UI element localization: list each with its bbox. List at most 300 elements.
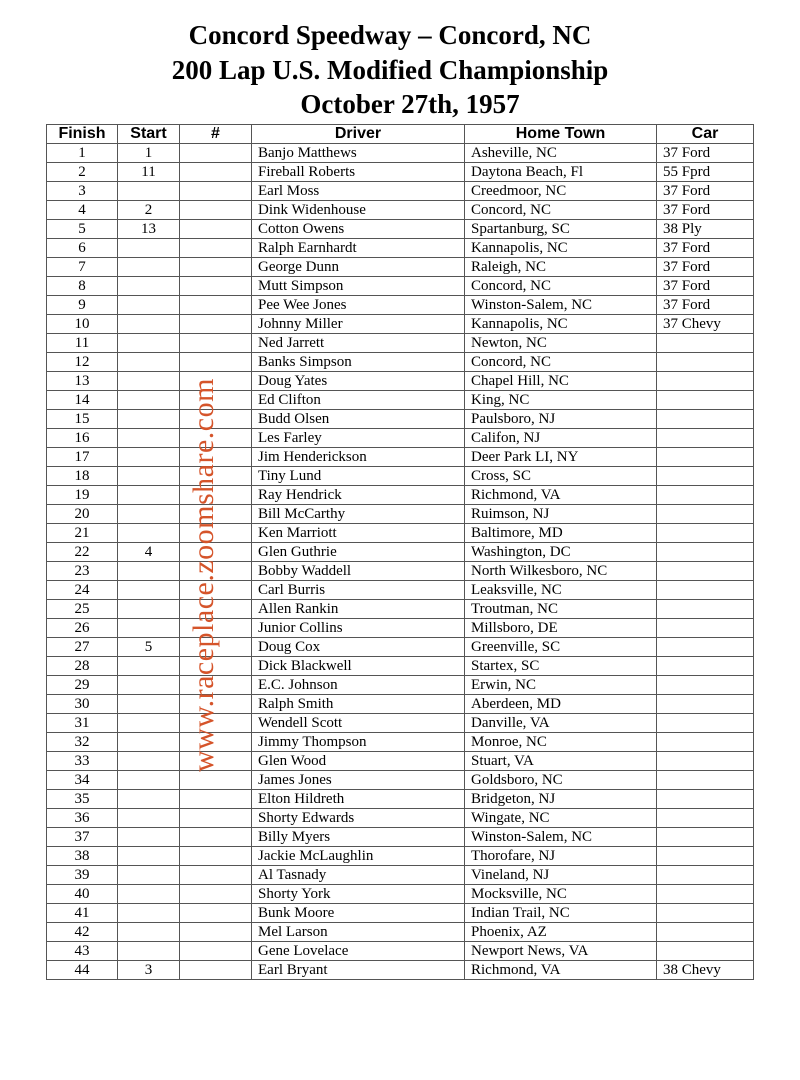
header-car: Car [657,125,754,144]
cell-start [118,277,180,296]
cell-driver: James Jones [252,771,465,790]
cell-home-town: Erwin, NC [465,676,657,695]
cell-finish: 39 [47,866,118,885]
cell-car: 55 Fprd [657,163,754,182]
cell-finish: 30 [47,695,118,714]
cell-car [657,600,754,619]
cell-start: 4 [118,543,180,562]
cell-finish: 12 [47,353,118,372]
table-row [47,296,754,315]
cell-car [657,524,754,543]
cell-car [657,353,754,372]
cell-home-town: Washington, DC [465,543,657,562]
cell-home-town: Deer Park LI, NY [465,448,657,467]
cell-home-town: Startex, SC [465,657,657,676]
cell-car [657,410,754,429]
cell-finish: 16 [47,429,118,448]
cell-home-town: Baltimore, MD [465,524,657,543]
cell-finish: 37 [47,828,118,847]
cell-home-town: Spartanburg, SC [465,220,657,239]
header-number: # [180,125,252,144]
cell-driver: Wendell Scott [252,714,465,733]
cell-driver: Earl Moss [252,182,465,201]
cell-number [180,923,252,942]
cell-home-town: Asheville, NC [465,144,657,163]
table-row [47,638,754,657]
cell-driver: Elton Hildreth [252,790,465,809]
header-start: Start [118,125,180,144]
cell-start [118,790,180,809]
cell-number [180,334,252,353]
cell-finish: 31 [47,714,118,733]
cell-home-town: Troutman, NC [465,600,657,619]
cell-home-town: Concord, NC [465,277,657,296]
table-row [47,771,754,790]
cell-start [118,296,180,315]
table-row [47,410,754,429]
cell-home-town: Mocksville, NC [465,885,657,904]
cell-home-town: Paulsboro, NJ [465,410,657,429]
cell-start [118,372,180,391]
cell-driver: Al Tasnady [252,866,465,885]
cell-driver: Shorty Edwards [252,809,465,828]
cell-finish: 41 [47,904,118,923]
cell-start [118,828,180,847]
cell-driver: Mel Larson [252,923,465,942]
cell-car [657,372,754,391]
cell-finish: 19 [47,486,118,505]
cell-driver: Allen Rankin [252,600,465,619]
cell-car [657,790,754,809]
cell-car [657,771,754,790]
table-header-row [47,125,754,144]
header-home-town: Home Town [465,125,657,144]
cell-car [657,733,754,752]
cell-number [180,220,252,239]
cell-start [118,334,180,353]
cell-number [180,201,252,220]
cell-home-town: Leaksville, NC [465,581,657,600]
cell-driver: Shorty York [252,885,465,904]
cell-car [657,866,754,885]
table-body [47,144,754,980]
cell-finish: 38 [47,847,118,866]
cell-finish: 2 [47,163,118,182]
cell-car [657,448,754,467]
cell-car [657,885,754,904]
cell-driver: Ned Jarrett [252,334,465,353]
cell-finish: 44 [47,961,118,980]
cell-start [118,657,180,676]
cell-car [657,676,754,695]
cell-start [118,847,180,866]
cell-car [657,467,754,486]
cell-finish: 13 [47,372,118,391]
cell-start [118,258,180,277]
page-title-line1: Concord Speedway – Concord, NC [188,20,592,50]
table-row [47,961,754,980]
cell-start [118,239,180,258]
cell-finish: 29 [47,676,118,695]
cell-car [657,752,754,771]
cell-home-town: Daytona Beach, Fl [465,163,657,182]
cell-number [180,961,252,980]
cell-start [118,695,180,714]
table-row [47,524,754,543]
cell-car [657,847,754,866]
table-row [47,486,754,505]
cell-finish: 28 [47,657,118,676]
cell-home-town: Millsboro, DE [465,619,657,638]
cell-finish: 33 [47,752,118,771]
table-row [47,467,754,486]
cell-finish: 7 [47,258,118,277]
cell-driver: Budd Olsen [252,410,465,429]
cell-start [118,429,180,448]
cell-finish: 20 [47,505,118,524]
table-row [47,353,754,372]
cell-driver: Johnny Miller [252,315,465,334]
cell-number [180,790,252,809]
cell-start [118,923,180,942]
page-title-line3: October 27th, 1957 [300,89,520,119]
cell-car [657,391,754,410]
table-row [47,923,754,942]
cell-finish: 42 [47,923,118,942]
cell-finish: 34 [47,771,118,790]
table-row [47,258,754,277]
cell-driver: Ed Clifton [252,391,465,410]
cell-driver: Bill McCarthy [252,505,465,524]
cell-finish: 26 [47,619,118,638]
cell-start [118,600,180,619]
cell-finish: 11 [47,334,118,353]
cell-start [118,486,180,505]
cell-car: 37 Ford [657,144,754,163]
table-row [47,619,754,638]
cell-home-town: Creedmoor, NC [465,182,657,201]
cell-number [180,182,252,201]
cell-start [118,714,180,733]
cell-start [118,676,180,695]
cell-finish: 8 [47,277,118,296]
cell-car: 37 Ford [657,182,754,201]
cell-car: 37 Chevy [657,315,754,334]
table-row [47,828,754,847]
table-row [47,847,754,866]
cell-car [657,828,754,847]
cell-home-town: Winston-Salem, NC [465,296,657,315]
cell-home-town: Greenville, SC [465,638,657,657]
cell-start: 3 [118,961,180,980]
table-row [47,315,754,334]
cell-driver: Ken Marriott [252,524,465,543]
cell-finish: 21 [47,524,118,543]
cell-number [180,277,252,296]
cell-start [118,942,180,961]
table-row [47,581,754,600]
cell-home-town: Chapel Hill, NC [465,372,657,391]
table-row [47,239,754,258]
cell-car [657,486,754,505]
table-row [47,657,754,676]
table-row [47,809,754,828]
cell-start [118,524,180,543]
table-row [47,448,754,467]
cell-car [657,619,754,638]
cell-home-town: Goldsboro, NC [465,771,657,790]
cell-finish: 36 [47,809,118,828]
cell-home-town: Concord, NC [465,353,657,372]
table-row [47,733,754,752]
cell-finish: 14 [47,391,118,410]
cell-finish: 22 [47,543,118,562]
cell-car [657,809,754,828]
cell-start [118,505,180,524]
cell-home-town: Cross, SC [465,467,657,486]
cell-start [118,410,180,429]
cell-driver: Junior Collins [252,619,465,638]
cell-car: 38 Chevy [657,961,754,980]
header-finish: Finish [47,125,118,144]
cell-start [118,904,180,923]
cell-start [118,752,180,771]
cell-home-town: Kannapolis, NC [465,315,657,334]
cell-start [118,581,180,600]
cell-number [180,847,252,866]
cell-finish: 23 [47,562,118,581]
cell-car [657,505,754,524]
cell-start [118,448,180,467]
cell-car: 37 Ford [657,296,754,315]
table-row [47,163,754,182]
table-row [47,429,754,448]
table-row [47,904,754,923]
cell-home-town: Thorofare, NJ [465,847,657,866]
cell-finish: 27 [47,638,118,657]
table-row [47,391,754,410]
cell-car [657,543,754,562]
cell-start [118,182,180,201]
cell-home-town: Richmond, VA [465,486,657,505]
table-row [47,201,754,220]
header-driver: Driver [252,125,465,144]
cell-number [180,315,252,334]
cell-driver: Gene Lovelace [252,942,465,961]
cell-number [180,942,252,961]
cell-car [657,923,754,942]
cell-number [180,809,252,828]
cell-finish: 1 [47,144,118,163]
cell-finish: 40 [47,885,118,904]
table-row [47,505,754,524]
cell-number [180,239,252,258]
cell-home-town: Aberdeen, MD [465,695,657,714]
cell-driver: Billy Myers [252,828,465,847]
cell-car [657,562,754,581]
cell-finish: 9 [47,296,118,315]
table-row [47,277,754,296]
cell-home-town: Winston-Salem, NC [465,828,657,847]
cell-driver: Ray Hendrick [252,486,465,505]
cell-home-town: Raleigh, NC [465,258,657,277]
cell-finish: 25 [47,600,118,619]
cell-home-town: Danville, VA [465,714,657,733]
cell-finish: 18 [47,467,118,486]
cell-car [657,334,754,353]
cell-car [657,429,754,448]
cell-driver: Glen Guthrie [252,543,465,562]
cell-car: 37 Ford [657,277,754,296]
cell-car [657,657,754,676]
cell-home-town: Vineland, NJ [465,866,657,885]
cell-driver: Banjo Matthews [252,144,465,163]
cell-finish: 35 [47,790,118,809]
cell-car [657,638,754,657]
watermark-text: www.raceplace.zoomshare.com [187,378,220,772]
cell-driver: Ralph Earnhardt [252,239,465,258]
table-row [47,790,754,809]
cell-start [118,353,180,372]
cell-driver: Jim Henderickson [252,448,465,467]
cell-home-town: Ruimson, NJ [465,505,657,524]
table-row [47,676,754,695]
cell-start: 1 [118,144,180,163]
cell-driver: Carl Burris [252,581,465,600]
cell-home-town: Monroe, NC [465,733,657,752]
cell-number [180,296,252,315]
cell-car: 37 Ford [657,258,754,277]
cell-car: 37 Ford [657,239,754,258]
cell-driver: Ralph Smith [252,695,465,714]
cell-start [118,562,180,581]
cell-finish: 6 [47,239,118,258]
cell-driver: Bunk Moore [252,904,465,923]
cell-home-town: Concord, NC [465,201,657,220]
table-row [47,220,754,239]
cell-start [118,866,180,885]
cell-start [118,467,180,486]
cell-home-town: Kannapolis, NC [465,239,657,258]
cell-home-town: Bridgeton, NJ [465,790,657,809]
cell-driver: Les Farley [252,429,465,448]
cell-car [657,581,754,600]
cell-driver: Bobby Waddell [252,562,465,581]
table-row [47,182,754,201]
cell-start: 2 [118,201,180,220]
cell-car [657,695,754,714]
cell-start: 11 [118,163,180,182]
cell-driver: Dink Widenhouse [252,201,465,220]
cell-driver: Jimmy Thompson [252,733,465,752]
cell-number [180,828,252,847]
cell-home-town: Stuart, VA [465,752,657,771]
cell-car: 38 Ply [657,220,754,239]
cell-start: 13 [118,220,180,239]
cell-driver: Doug Cox [252,638,465,657]
cell-start [118,315,180,334]
cell-start [118,809,180,828]
cell-start: 5 [118,638,180,657]
cell-number [180,353,252,372]
cell-number [180,163,252,182]
table-row [47,543,754,562]
cell-driver: Doug Yates [252,372,465,391]
cell-home-town: Phoenix, AZ [465,923,657,942]
table-row [47,885,754,904]
cell-home-town: Wingate, NC [465,809,657,828]
cell-driver: Banks Simpson [252,353,465,372]
cell-driver: Cotton Owens [252,220,465,239]
cell-finish: 15 [47,410,118,429]
cell-start [118,391,180,410]
cell-finish: 5 [47,220,118,239]
page-title-line2: 200 Lap U.S. Modified Championship [171,55,609,85]
cell-finish: 32 [47,733,118,752]
cell-car [657,904,754,923]
cell-driver: Mutt Simpson [252,277,465,296]
cell-driver: Dick Blackwell [252,657,465,676]
cell-home-town: North Wilkesboro, NC [465,562,657,581]
cell-start [118,771,180,790]
cell-home-town: King, NC [465,391,657,410]
cell-start [118,885,180,904]
cell-driver: Pee Wee Jones [252,296,465,315]
results-table [46,124,754,980]
table-row [47,714,754,733]
cell-driver: Glen Wood [252,752,465,771]
table-row [47,372,754,391]
cell-start [118,733,180,752]
cell-number [180,258,252,277]
table-row [47,334,754,353]
cell-home-town: Newport News, VA [465,942,657,961]
table-row [47,600,754,619]
cell-number [180,904,252,923]
table-row [47,942,754,961]
cell-finish: 17 [47,448,118,467]
cell-number [180,866,252,885]
cell-number [180,144,252,163]
table-row [47,866,754,885]
cell-finish: 24 [47,581,118,600]
cell-finish: 43 [47,942,118,961]
cell-driver: George Dunn [252,258,465,277]
cell-number [180,885,252,904]
cell-driver: Earl Bryant [252,961,465,980]
table-row [47,562,754,581]
cell-home-town: Califon, NJ [465,429,657,448]
cell-driver: Tiny Lund [252,467,465,486]
cell-finish: 4 [47,201,118,220]
cell-driver: Jackie McLaughlin [252,847,465,866]
cell-finish: 3 [47,182,118,201]
cell-start [118,619,180,638]
cell-car: 37 Ford [657,201,754,220]
table-row [47,752,754,771]
cell-car [657,714,754,733]
cell-home-town: Indian Trail, NC [465,904,657,923]
cell-number [180,771,252,790]
cell-finish: 10 [47,315,118,334]
cell-home-town: Richmond, VA [465,961,657,980]
cell-car [657,942,754,961]
cell-home-town: Newton, NC [465,334,657,353]
table-row [47,144,754,163]
table-row [47,695,754,714]
cell-driver: Fireball Roberts [252,163,465,182]
cell-driver: E.C. Johnson [252,676,465,695]
